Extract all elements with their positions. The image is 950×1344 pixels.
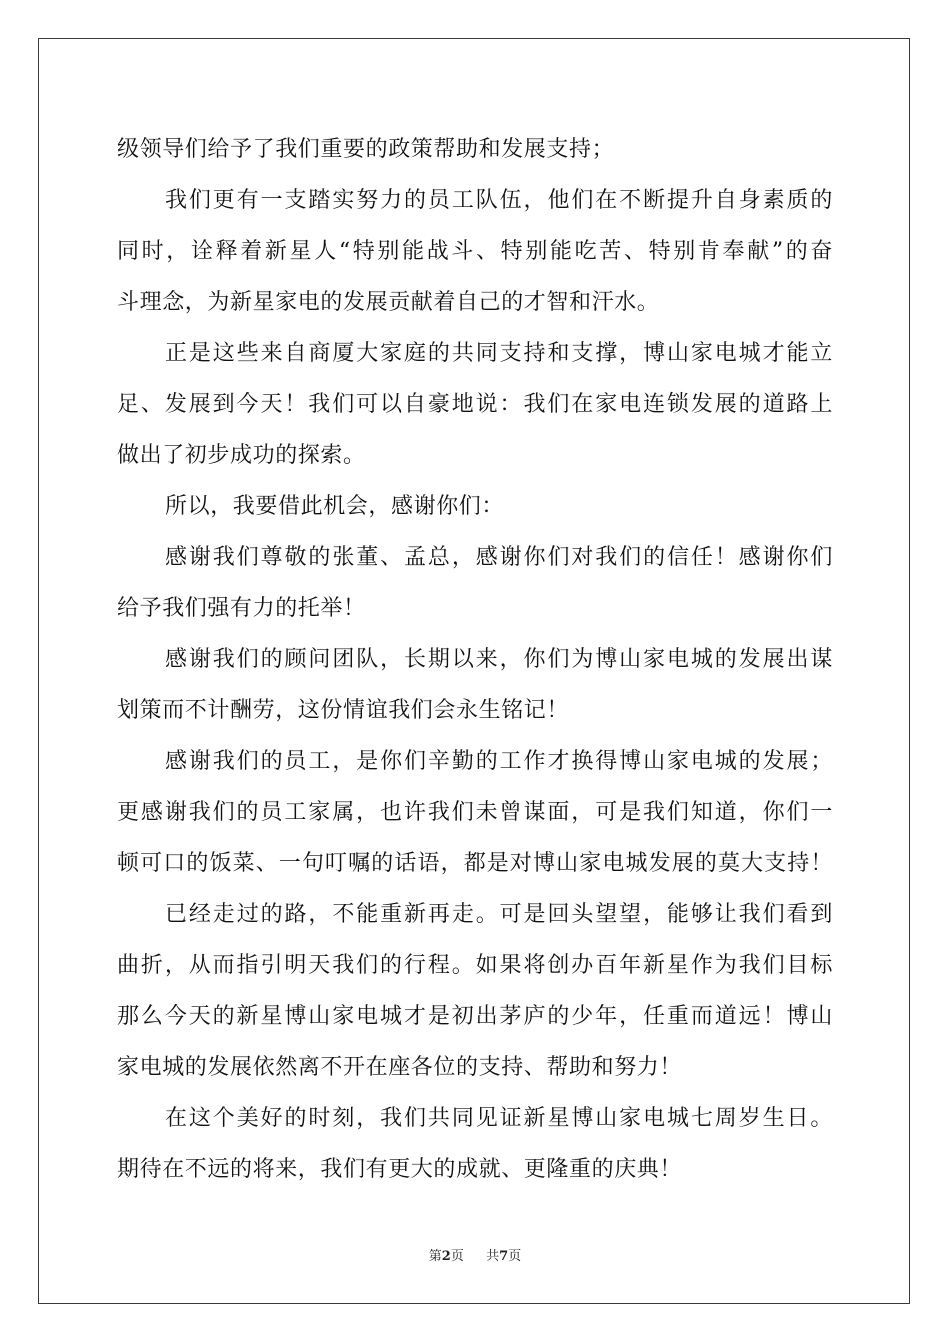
text-line: 同时，诠释着新星人“特别能战斗、特别能吃苦、特别肯奉献”的奋 xyxy=(117,239,833,264)
page-total: 共7页 xyxy=(486,1249,522,1264)
text-line: 斗理念，为新星家电的发展贡献着自己的才智和汗水。 xyxy=(117,290,660,315)
page-number: 第2页 xyxy=(428,1249,464,1264)
text-line: 家电城的发展依然离不开在座各位的支持、帮助和努力！ xyxy=(117,1055,683,1080)
document-body xyxy=(117,124,833,1195)
text-line: 已经走过的路，不能重新再走。可是回头望望，能够让我们看到 xyxy=(165,902,833,927)
text-line: 足、发展到今天！我们可以自豪地说：我们在家电连锁发展的道路上 xyxy=(117,392,833,417)
text-line: 感谢我们的顾问团队，长期以来，你们为博山家电城的发展出谋 xyxy=(165,647,833,672)
page-footer xyxy=(0,1245,950,1264)
text-line: 感谢我们的员工，是你们辛勤的工作才换得博山家电城的发展； xyxy=(165,749,833,774)
text-line: 在这个美好的时刻，我们共同见证新星博山家电城七周岁生日。 xyxy=(165,1106,833,1131)
text-line: 更感谢我们的员工家属，也许我们未曾谋面，可是我们知道，你们一 xyxy=(117,800,833,825)
text-line: 期待在不远的将来，我们有更大的成就、更隆重的庆典！ xyxy=(117,1157,683,1182)
text-line: 那么今天的新星博山家电城才是初出茅庐的少年，任重而道远！博山 xyxy=(117,1004,833,1029)
text-line: 级领导们给予了我们重要的政策帮助和发展支持； xyxy=(117,137,615,162)
text-line: 划策而不计酬劳，这份情谊我们会永生铭记！ xyxy=(117,698,570,723)
text-line: 我们更有一支踏实努力的员工队伍，他们在不断提升自身素质的 xyxy=(165,188,833,213)
text-line: 做出了初步成功的探索。 xyxy=(117,443,366,468)
text-line: 顿可口的饭菜、一句叮嘱的话语，都是对博山家电城发展的莫大支持！ xyxy=(117,851,833,876)
text-line: 给予我们强有力的托举！ xyxy=(117,596,366,621)
text-line: 所以，我要借此机会，感谢你们： xyxy=(165,494,505,519)
text-line: 曲折，从而指引明天我们的行程。如果将创办百年新星作为我们目标 xyxy=(117,953,833,978)
text-line: 正是这些来自商厦大家庭的共同支持和支撑，博山家电城才能立 xyxy=(165,341,833,366)
text-line: 感谢我们尊敬的张董、孟总，感谢你们对我们的信任！感谢你们 xyxy=(165,545,833,570)
